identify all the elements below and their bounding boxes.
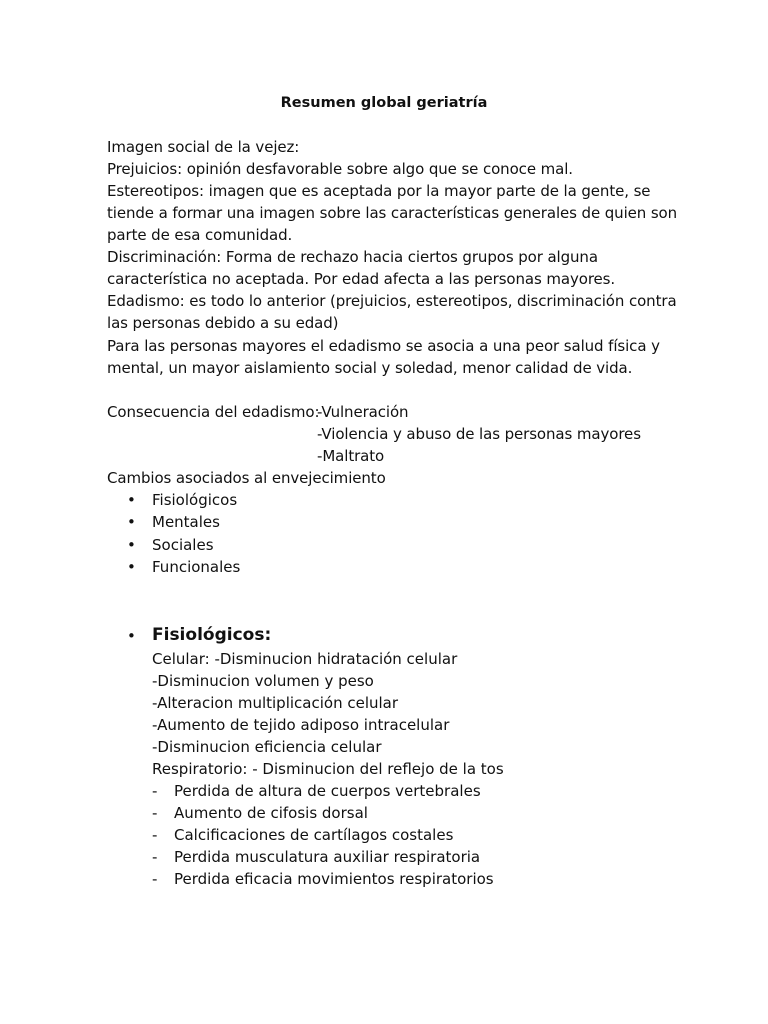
dash-marker: - bbox=[152, 804, 158, 822]
bullet-marker: • bbox=[127, 513, 136, 531]
dash-marker: - bbox=[152, 870, 158, 888]
document-title: Resumen global geriatría bbox=[280, 95, 488, 111]
intro-line: tiende a formar una imagen sobre las características generales de quien son bbox=[107, 204, 678, 222]
changes-label: Cambios asociados al envejecimiento bbox=[107, 469, 386, 487]
respiratory-item: Calcificaciones de cartílagos costales bbox=[174, 826, 454, 844]
respiratory-item: Perdida musculatura auxiliar respiratoria bbox=[174, 848, 481, 866]
physiological-line: -Alteracion multiplicación celular bbox=[152, 694, 399, 712]
consequence-item: -Maltrato bbox=[317, 447, 385, 465]
respiratory-item: Perdida de altura de cuerpos vertebrales bbox=[174, 782, 481, 800]
bullet-marker: • bbox=[127, 491, 136, 509]
intro-line: característica no aceptada. Por edad afecta a las personas mayores. bbox=[107, 270, 616, 288]
intro-line: Para las personas mayores el edadismo se asocia a una peor salud física y bbox=[107, 337, 660, 355]
intro-line: Estereotipos: imagen que es aceptada por la mayor parte de la gente, se bbox=[107, 182, 651, 200]
physiological-line: -Disminucion eficiencia celular bbox=[152, 738, 382, 756]
physiological-heading: Fisiológicos: bbox=[152, 625, 272, 645]
intro-line: las personas debido a su edad) bbox=[107, 314, 339, 332]
bullet-marker: • bbox=[127, 536, 136, 554]
physiological-line: -Aumento de tejido adiposo intracelular bbox=[152, 716, 450, 734]
respiratory-item: Aumento de cifosis dorsal bbox=[174, 804, 368, 822]
bullet-marker: • bbox=[127, 558, 136, 576]
change-item: Sociales bbox=[152, 536, 214, 554]
physiological-line: -Disminucion volumen y peso bbox=[152, 672, 374, 690]
intro-line: mental, un mayor aislamiento social y soledad, menor calidad de vida. bbox=[107, 359, 633, 377]
physiological-line: Respiratorio: - Disminucion del reflejo de la tos bbox=[152, 760, 504, 778]
dash-marker: - bbox=[152, 826, 158, 844]
respiratory-item: Perdida eficacia movimientos respiratorios bbox=[174, 870, 494, 888]
intro-line: Edadismo: es todo lo anterior (prejuicios, estereotipos, discriminación contra bbox=[107, 292, 677, 310]
physiological-line: Celular: -Disminucion hidratación celular bbox=[152, 650, 458, 668]
intro-line: Discriminación: Forma de rechazo hacia ciertos grupos por alguna bbox=[107, 248, 598, 266]
bullet-marker: • bbox=[127, 627, 136, 645]
intro-line: Imagen social de la vejez: bbox=[107, 138, 300, 156]
change-item: Funcionales bbox=[152, 558, 241, 576]
consequence-item: -Violencia y abuso de las personas mayores bbox=[317, 425, 641, 443]
intro-line: Prejuicios: opinión desfavorable sobre algo que se conoce mal. bbox=[107, 160, 573, 178]
consequences-label: Consecuencia del edadismo: bbox=[107, 403, 320, 421]
dash-marker: - bbox=[152, 782, 158, 800]
change-item: Fisiológicos bbox=[152, 491, 238, 509]
change-item: Mentales bbox=[152, 513, 220, 531]
dash-marker: - bbox=[152, 848, 158, 866]
intro-line: parte de esa comunidad. bbox=[107, 226, 293, 244]
consequence-item: -Vulneración bbox=[317, 403, 409, 421]
